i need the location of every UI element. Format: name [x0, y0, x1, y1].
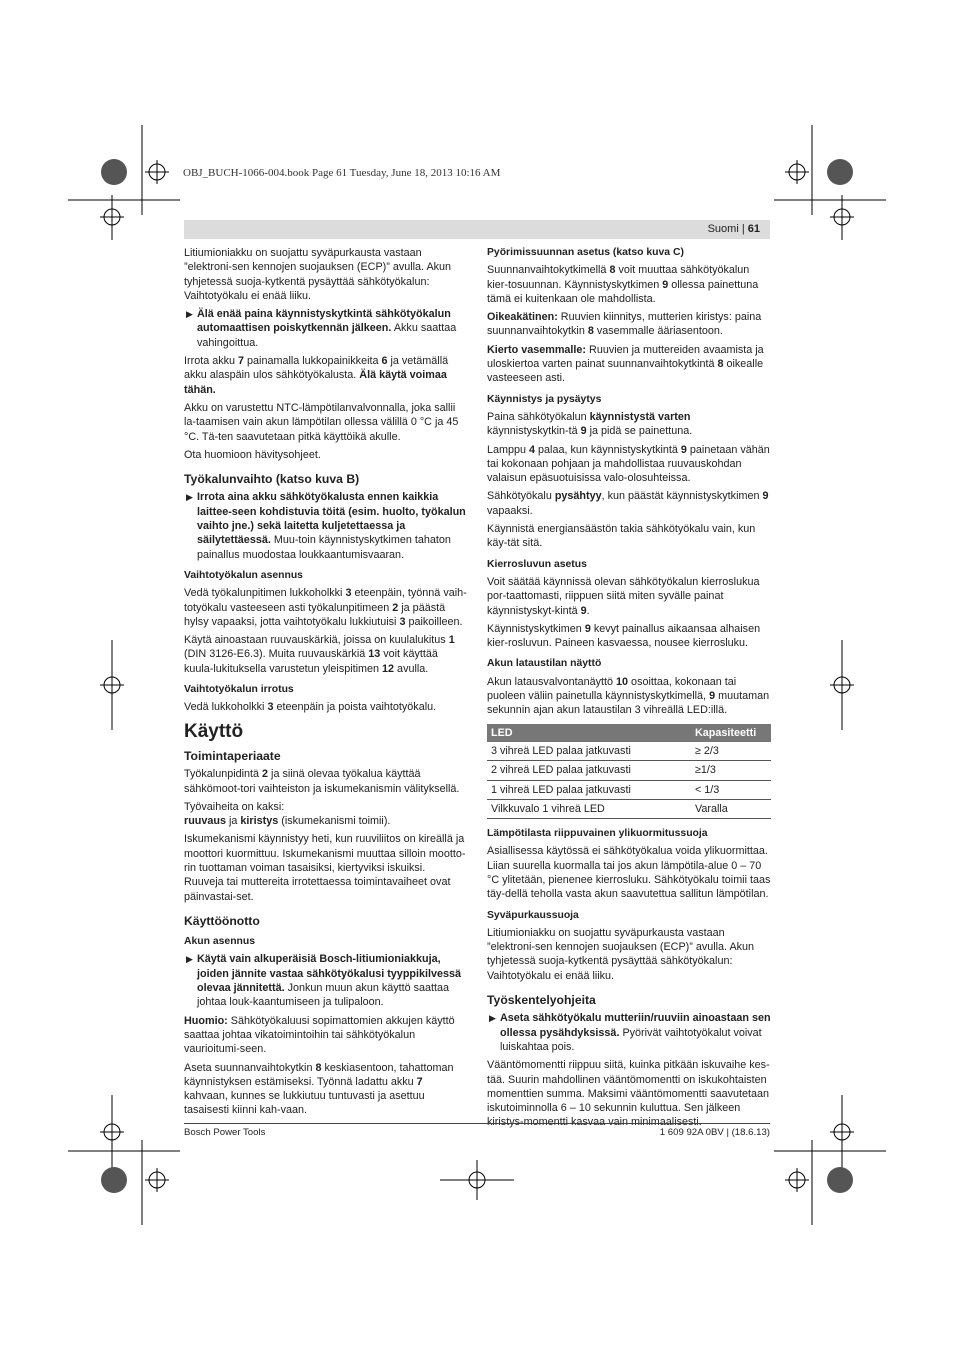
paragraph: Paina sähkötyökalun käynnistystä varten käynnistyskytkin-tä 9 ja pidä se painettuna. — [487, 410, 693, 438]
bullet-triangle-icon: ▶ — [186, 309, 193, 320]
table-row: 3 vihreä LED palaa jatkuvasti ≥ 2/3 — [487, 742, 771, 761]
subheading: Kierrosluvun asetus — [487, 558, 587, 570]
subheading: Käynnistys ja pysäytys — [487, 393, 602, 405]
paragraph: Vedä lukkoholkki 3 eteenpäin ja poista vaihtotyökalu. — [184, 701, 437, 714]
chapter-heading: Käyttö — [184, 720, 244, 742]
paragraph: Kierto vasemmalle: Ruuvien ja muttereiden avaamista ja uloskiertoa varten painat suunnanvaihtokytkintä 8 oikealle vasteeseen asti. — [487, 343, 764, 385]
paragraph: Työkalunpidintä 2 ja siinä olevaa työkalua käyttää sähkömoot-tori vaihteiston ja iskumekanismin välityksellä. — [184, 768, 460, 795]
warning-bullet: ▶ Käytä vain alkuperäisiä Bosch-litiumioniakkuja, joiden jännite vastaa sähkötyökalusi tyyppikilvessä olevaa jännitettä. Jonkun muun akun käyttö saattaa johtaa louk-kaantumiseen ja tulipaloon. — [186, 953, 462, 1009]
section-heading: Työskentelyohjeita — [487, 993, 596, 1008]
paragraph: Sähkötyökalu pysähtyy, kun päästät käynnistyskytkimen 9 vapaaksi. — [487, 490, 769, 517]
paragraph: Iskumekanismi käynnistyy heti, kun ruuviliitos on kireällä ja moottori kuormittuu. Iskumekanismi muuttaa silloin mootto-rin tuottaman voiman tasaisiksi, kiertyviksi iskuiksi. Ruuveja tai muttereita irrotettaessa toimintavaiheet ovat päinvastai-set. — [184, 833, 466, 903]
paragraph: Litiumioniakku on suojattu syväpurkausta vastaan ”elektroni-sen kennojen suojauksen (ECP)” avulla. Akun tyhjetessä suoja-kytkentä pysäyttää sähkötyökalun: Vaihtotyökalu ei enää liiku. — [487, 926, 755, 982]
warning-bullet: ▶ Aseta sähkötyökalu mutteriin/ruuviin ainoastaan sen ollessa pysähdyksissä. Pyörivät vaihtotyökalut voivat luiskahtaa pois. — [489, 1012, 771, 1053]
subheading: Syväpurkaussuoja — [487, 909, 579, 921]
print-info-line: OBJ_BUCH-1066-004.book Page 61 Tuesday, June 18, 2013 10:16 AM — [183, 167, 501, 179]
table-row: 1 vihreä LED palaa jatkuvasti < 1/3 — [487, 780, 771, 799]
table-header: Kapasiteetti — [691, 724, 771, 742]
paragraph: ruuvaus ja kiristys (iskumekanismi toimii). — [184, 815, 391, 828]
bullet-triangle-icon: ▶ — [186, 954, 193, 965]
paragraph: Asiallisessa käytössä ei sähkötyökalua voida ylikuormittaa. Liian suurella kuormalla tai jos akun lämpötila-alue 0 – 70 °C ylitetään, pienenee kierrosluku. Sähkötyökalu toimii taas täy-dellä teholla vasta akun saavutettua sallitun lämpötilan. — [487, 845, 771, 901]
subheading: Akun lataustilan näyttö — [487, 658, 602, 670]
subheading: Pyörimissuunnan asetus (katso kuva C) — [487, 247, 684, 258]
paragraph: Lamppu 4 palaa, kun käynnistyskytkintä 9 painetaan vähän tai kokonaan pohjaan ja mahdollistaa ruuvauskohdan valaisun epäsuotuisissa valo-olosuhteissa. — [487, 443, 770, 485]
bullet-triangle-icon: ▶ — [186, 492, 193, 503]
bullet-triangle-icon: ▶ — [489, 1013, 496, 1024]
page-number: 61 — [747, 223, 760, 235]
paragraph: Akun latausvalvontanäyttö 10 osoittaa, kokonaan tai puoleen väliin painetulla käynnistyskytkimellä, 9 muutaman sekunnin ajan akun lataustilan 3 vihreällä LED:illä. — [487, 675, 770, 717]
footer-docnumber: 1 609 92A 0BV | (18.6.13) — [659, 1127, 770, 1138]
table-row: 2 vihreä LED palaa jatkuvasti ≥1/3 — [487, 761, 771, 780]
paragraph: Ota huomioon hävitysohjeet. — [184, 448, 321, 461]
left-column — [184, 246, 467, 1122]
header-bar — [184, 220, 770, 239]
section-heading: Käyttöönotto — [184, 913, 260, 928]
paragraph: Vedä työkalunpitimen lukkoholkki 3 eteenpäin, työnnä vaih-totyökalu vasteeseen asti työkalunpitimeen 2 ja päästä hylsy vapaaksi, jotta vaihtotyökalu lukkiutuisi 3 paikoilleen. — [184, 587, 467, 628]
paragraph: Suunnanvaihtokytkimellä 8 voit muuttaa sähkötyökalun kier-tosuunnan. Käynnistyskytkimen 9 ollessa painettuna tämä ei kuitenkaan ole mahdollista. — [487, 264, 759, 305]
footer-brand: Bosch Power Tools — [184, 1127, 266, 1138]
paragraph: Vääntömomentti riippuu siitä, kuinka pitkään iskuvaihe kes-tää. Suurin mahdollinen vääntömomentti on iskukohtaisten momenttien summa. Maksimi vääntömomentti saavutetaan iskutoiminnolla 6 – 10 sekunnin kuluttua. Sen jälkeen kiristys-momentti kasvaa vain minimaalisesti. — [487, 1059, 770, 1129]
page-header — [708, 223, 760, 235]
header-language: Suomi — [707, 223, 739, 235]
subheading: Akun asennus — [184, 936, 256, 948]
paragraph: Työvaiheita on kaksi: — [184, 800, 285, 813]
right-column — [487, 246, 771, 1134]
paragraph: Käynnistyskytkimen 9 kevyt painallus aikaansaa alhaisen kier-rosluvun. Paineen kasvaessa, nousee kierrosluku. — [487, 622, 761, 650]
led-capacity-table — [487, 724, 771, 819]
table-row: Vilkkuvalo 1 vihreä LED Varalla — [487, 799, 771, 818]
paragraph: Käytä ainoastaan ruuvauskärkiä, joissa on kuulalukitus 1 (DIN 3126-E6.3). Muita ruuvauskärkiä 13 voit käyttää kuula-lukituksella varustetun yleispitimen 12 avulla. — [184, 634, 455, 675]
table-header: LED — [487, 724, 691, 742]
section-heading: Työkalunvaihto (katso kuva B) — [184, 472, 360, 487]
paragraph: Voit säätää käynnissä olevan sähkötyökalun kierroslukua por-taattomasti, riippuen siitä miten syvälle painat käynnistyskyt-kintä 9. — [487, 575, 760, 617]
paragraph: Käynnistä energiansäästön takia sähkötyökalu vain, kun käy-tät sitä. — [487, 523, 756, 550]
paragraph: Akku on varustettu NTC-lämpötilanvalvonnalla, joka sallii la-taamisen vain akun lämpötilan ollessa välillä 0 °C ja 45 °C. Tä-ten saavutetaan pitkä käyttöikä akulle. — [184, 401, 459, 443]
paragraph: Aseta suunnanvaihtokytkin 8 keskiasentoon, tahattoman käynnistyksen estämiseksi. Työnnä ladattu akku 7 kahvaan, kunnes se lukkiutuu tuntuvasti ja asettuu tasaisesti kiinni kah-vaan. — [184, 1061, 454, 1117]
header-separator: | — [741, 223, 745, 235]
paragraph: Huomio: Sähkötyökaluusi sopimattomien akkujen käyttö saattaa johtaa vikatoimintoihin tai sähkötyökalun vaurioitumi-seen. — [184, 1014, 455, 1056]
subheading: Lämpötilasta riippuvainen ylikuormitussuoja — [487, 828, 708, 840]
warning-bullet: ▶ Älä enää paina käynnistyskytkintä sähkötyökalun automaattisen poiskytkennän jälkeen. Akku saattaa vahingoittua. — [186, 308, 457, 349]
paragraph: Irrota akku 7 painamalla lukkopainikkeita 6 ja vetämällä akku alaspäin ulos sähkötyökalusta. Älä käytä voimaa tähän. — [184, 355, 449, 396]
warning-bullet: ▶ Irrota aina akku sähkötyökalusta ennen kaikkia laittee-seen kohdistuvia töitä (esim. huolto, työkalun vaihto jne.) sekä laitetta kuljetettaessa ja säilytettäessä. Muu-toin käynnistyskytkimen tahaton painallus muodostaa loukkaantumisvaaran. — [186, 491, 466, 561]
paragraph: Litiumioniakku on suojattu syväpurkausta vastaan ”elektroni-sen kennojen suojauksen (ECP)” avulla. Akun tyhjetessä suoja-kytkentä pysäyttää sähkötyökalun: Vaihtotyökalu ei enää liiku. — [184, 247, 452, 302]
paragraph: Oikeakätinen: Ruuvien kiinnitys, mutterien kiristys: paina suunnanvaihtokytkin 8 vasemmalle ääriasentoon. — [487, 311, 762, 338]
footer-rule — [184, 1123, 770, 1124]
subheading: Vaihtotyökalun asennus — [184, 569, 303, 581]
subheading: Vaihtotyökalun irrotus — [184, 684, 294, 696]
section-heading: Toimintaperiaate — [184, 748, 281, 763]
